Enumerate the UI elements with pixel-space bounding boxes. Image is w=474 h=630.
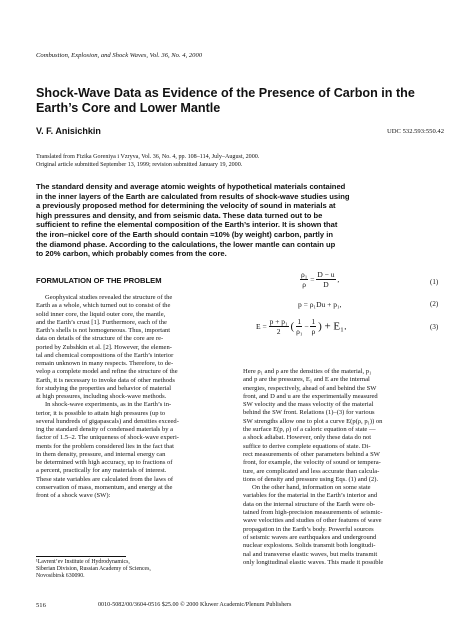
abstract-line: The standard density and average atomic weights of hypothetical materials contained [36, 182, 346, 191]
body-line: ported by Zubshkin et al. [2]. However, the elemen- [36, 343, 172, 351]
eq3-fraction-a [269, 317, 289, 336]
eq3-fc-numerator: 1 [311, 317, 316, 326]
body-line: behind the SW front. Relations (1)–(3) for various [243, 409, 375, 417]
abstract-line: the iron–nickel core of the Earth should contain ≈10% (by weight) carbon, partly in [36, 229, 333, 239]
eq1-rhs-fraction [316, 270, 335, 289]
eq3-fc-denominator: ρ [311, 327, 316, 336]
body-line: front of a shock wave (SW): [36, 492, 111, 499]
body-line: Earth as a whole, which turned out to consist of the [36, 302, 171, 310]
body-line: tal and chemical compositions of the Earth’s interior [36, 351, 174, 359]
body-line: and the Earth’s crust [1]. Furthermore, each of the [36, 318, 167, 326]
body-line: factor of 1.5–2. The uniqueness of shock-wave experi- [36, 434, 179, 442]
eq1-lhs-denominator: ρ [302, 280, 307, 289]
equation-3 [256, 317, 347, 336]
body-line: at high pressures, including shock-wave methods. [36, 393, 167, 400]
right-column-text [243, 368, 451, 567]
affiliation-footnote [36, 559, 151, 581]
eq1-lhs-numerator: ρ₁ [301, 270, 308, 279]
abstract-line: the diamond phase. According to the calculations, the lower mantle can contain up [36, 239, 336, 249]
paper-title [36, 86, 446, 116]
copyright-line: 0010-5082/00/3604-0516 $25.00 © 2000 Kluwer Academic/Plenum Publishers [98, 602, 292, 608]
page-number: 516 [36, 602, 46, 609]
body-line: be determined with high accuracy, up to fractions of [36, 459, 173, 466]
body-line: front, and D and u are the experimentally measured [243, 392, 378, 400]
body-line: for studying the properties and behavior of material [36, 384, 172, 392]
body-line: nuclear explosions. Solids transmit both longitudi- [243, 542, 376, 550]
body-line: Geophysical studies revealed the structure of the [45, 294, 173, 301]
equation-2-number: (2) [430, 300, 439, 308]
body-line: propagation in the Earth’s body. Powerful sources [243, 525, 374, 533]
body-line: wave velocities and studies of other features of wave [243, 517, 382, 525]
body-line: terior, it is possible to attain high pressures (up to [36, 409, 166, 417]
body-line: the surface E(p, ρ) of a caloric equation of state — [243, 426, 376, 434]
body-line: ing the standard density of condensed materials by a [36, 426, 174, 433]
footnote-line: Siberian Division, Russian Academy of Sciences, [36, 566, 151, 573]
body-line: nal and transverse elastic waves, but melts transmit [243, 550, 378, 558]
body-line: solid inner core, the liquid outer core, the mantle, [36, 310, 166, 318]
udc-code: UDC 532.593:550.42 [387, 128, 444, 135]
eq3-fa-numerator: p + p₁ [269, 317, 288, 326]
body-line: front, for example, the velocity of sound or tempera- [243, 459, 381, 467]
body-line: in them density, pressure, and internal energy can [36, 450, 166, 458]
eq3-fa-denominator: 2 [276, 327, 281, 336]
body-line: tained from high-precision measurements of seismic- [243, 509, 383, 517]
body-line: suffice to derive complete equations of state. Di- [243, 442, 371, 450]
body-line: Earth’s shells is not homogeneous. Thus, important [36, 327, 171, 334]
body-line: These state variables are calculated from the laws of [36, 475, 174, 483]
body-line: Earth, it is necessary to invoke data of other methods [36, 376, 175, 384]
body-line: variables for the material in the Earth’s interior and [243, 492, 378, 500]
abstract-line: to 20% carbon, which probably comes from the core. [36, 249, 227, 259]
body-line: In shock-wave experiments, as in the Earth’s in- [45, 401, 172, 409]
title-line: Shock-Wave Data as Evidence of the Presence of Carbon in the [36, 86, 415, 100]
section-heading: FORMULATION OF THE PROBLEM [36, 276, 162, 285]
abstract-line: sufficient to refine the elemental composition of the Earth’s interior. It is shown that [36, 220, 338, 230]
abstract [36, 182, 446, 259]
body-line: ture, are complicated and less accurate than calcula- [243, 467, 380, 475]
body-line: data on the internal structure of the Earth were ob- [243, 500, 376, 508]
translation-line: Translated from Fizika Goreniya i Vzryva, Vol. 36, No. 4, pp. 108–114, July–August, 2000. [36, 154, 260, 160]
translation-note [36, 153, 446, 169]
eq3-fraction-c [310, 317, 316, 336]
body-line: several hundreds of gigapascals) and densities exceed- [36, 417, 179, 425]
body-line: tions of density and pressure using Eqs. (1) and (2). [243, 475, 379, 483]
body-line: Here ρ₁ and ρ are the densities of the material, p₁ [243, 368, 372, 375]
body-line: and p are the pressures, E₁ and E are the internal [243, 376, 370, 384]
journal-citation: Combustion, Explosion, and Shock Waves, Vol. 36, No. 4, 2000 [36, 52, 203, 59]
equation-3-number: (3) [430, 323, 439, 331]
equation-1-number: (1) [430, 278, 439, 286]
body-line: conservation of mass, momentum, and energy at the [36, 483, 173, 491]
author-name: V. F. Anisichkin [36, 126, 101, 136]
eq3-fb-numerator: 1 [297, 317, 302, 326]
eq3-fraction-b [296, 317, 302, 336]
eq3-lhs: E = [256, 322, 267, 331]
body-line: energies, respectively, ahead of and behind the SW [243, 384, 377, 392]
footnote-line: Novosibirsk 630090. [36, 573, 85, 580]
eq1-lhs-fraction [300, 270, 308, 289]
eq3-open-paren: ( [290, 320, 295, 333]
equation-2: p = ρ₁Du + p₁, [298, 300, 342, 309]
body-line: data on details of the structure of the core are re- [36, 335, 164, 343]
eq3-tail: ) + E₁. [318, 320, 347, 333]
body-line: of seismic waves are earthquakes and underground [243, 533, 377, 541]
body-line: velop a complete model and refine the structure of the [36, 368, 178, 376]
eq3-fb-denominator: ρ₁ [296, 327, 303, 336]
body-line: ments for the problem considered lies in the fact that [36, 442, 174, 450]
footnote-line: ¹Lavrent’ev Institute of Hydrodynamics, [36, 559, 130, 565]
body-line: rect measurements of other parameters behind a SW [243, 450, 380, 458]
title-line: Earth’s Core and Lower Mantle [36, 101, 221, 115]
abstract-line: a previously proposed method for determining the velocity of sound in materials at [36, 201, 336, 211]
translation-line: Original article submitted September 13, 1999; revision submitted January 19, 2000. [36, 162, 243, 168]
equation-1: $\frac{\text{ρ₁}}{\rho}$ = $\frac{D - u}{D}$ , [301, 270, 340, 289]
left-column-text [36, 294, 236, 500]
eq3-minus: − [304, 322, 309, 331]
abstract-line: in the inner layers of the Earth are calculated from results of shock-wave studies using [36, 191, 350, 201]
footnote-divider [36, 556, 126, 557]
body-line: remain unknown in many respects. Therefore, to de- [36, 360, 174, 367]
eq1-rhs-numerator: D − u [317, 270, 335, 279]
abstract-line: high pressures and density, and from seismic data. These data turned out to be [36, 210, 323, 220]
body-line: SW strengths allow one to plot a curve E(p(ρ, p₁)) on [243, 417, 383, 425]
body-line: SW velocity and the mass velocity of the material [243, 401, 374, 409]
body-line: a percent, practically for any materials of interest. [36, 467, 167, 475]
body-line: only longitudinal elastic waves. This made it possible [243, 558, 384, 566]
body-line: a shock adiabat. However, only these data do not [243, 434, 372, 442]
body-line: On the other hand, information on some state [252, 484, 371, 492]
eq1-rhs-denominator: D [323, 280, 329, 289]
